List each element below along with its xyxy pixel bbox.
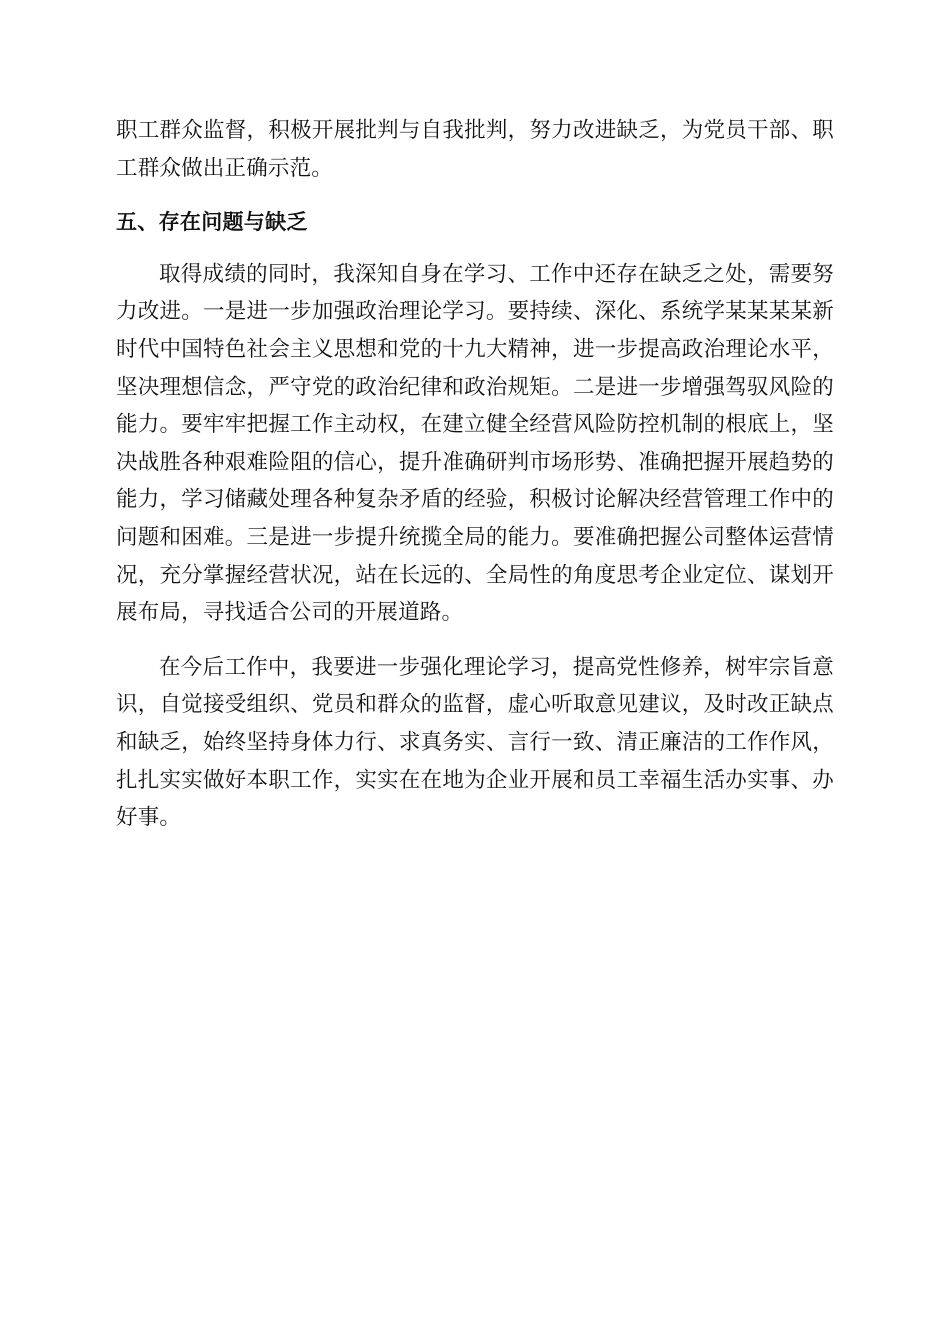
body-paragraph-2: 在今后工作中，我要进一步强化理论学习，提高党性修养，树牢宗旨意识，自觉接受组织、党员和群众的监督，虚心听取意见建议，及时改正缺点和缺乏，始终坚持身体力行、求真务实、言行一致、清正廉洁的工作作风，扎扎实实做好本职工作，实实在在地为企业开展和员工幸福生活办实事、办好事。 <box>116 654 834 831</box>
spacer <box>116 632 834 649</box>
spacer <box>116 187 834 204</box>
continuation-paragraph: 职工群众监督，积极开展批判与自我批判，努力改进缺乏，为党员干部、职工群众做出正确示范。 <box>116 118 834 181</box>
spacer <box>116 242 834 256</box>
body-paragraph-1: 取得成绩的同时，我深知自身在学习、工作中还存在缺乏之处，需要努力改进。一是进一步加强政治理论学习。要持续、深化、系统学某某某某新时代中国特色社会主义思想和党的十九大精神，进一步提高政治理论水平，坚决理想信念，严守党的政治纪律和政治规矩。二是进一步增强驾驭风险的能力。要牢牢把握工作主动权，在建立健全经营风险防控机制的根底上，坚决战胜各种艰难险阻的信心，提升准确研判市场形势、准确把握开展趋势的能力，学习储藏处理各种复杂矛盾的经验，积极讨论解决经营管理工作中的问题和困难。三是进一步提升统揽全局的能力。要准确把握公司整体运营情况，充分掌握经营状况，站在长远的、全局性的角度思考企业定位、谋划开展布局，寻找适合公司的开展道路。 <box>116 261 834 626</box>
document-body <box>116 112 834 837</box>
section-heading: 五、存在问题与缺乏 <box>116 210 308 235</box>
